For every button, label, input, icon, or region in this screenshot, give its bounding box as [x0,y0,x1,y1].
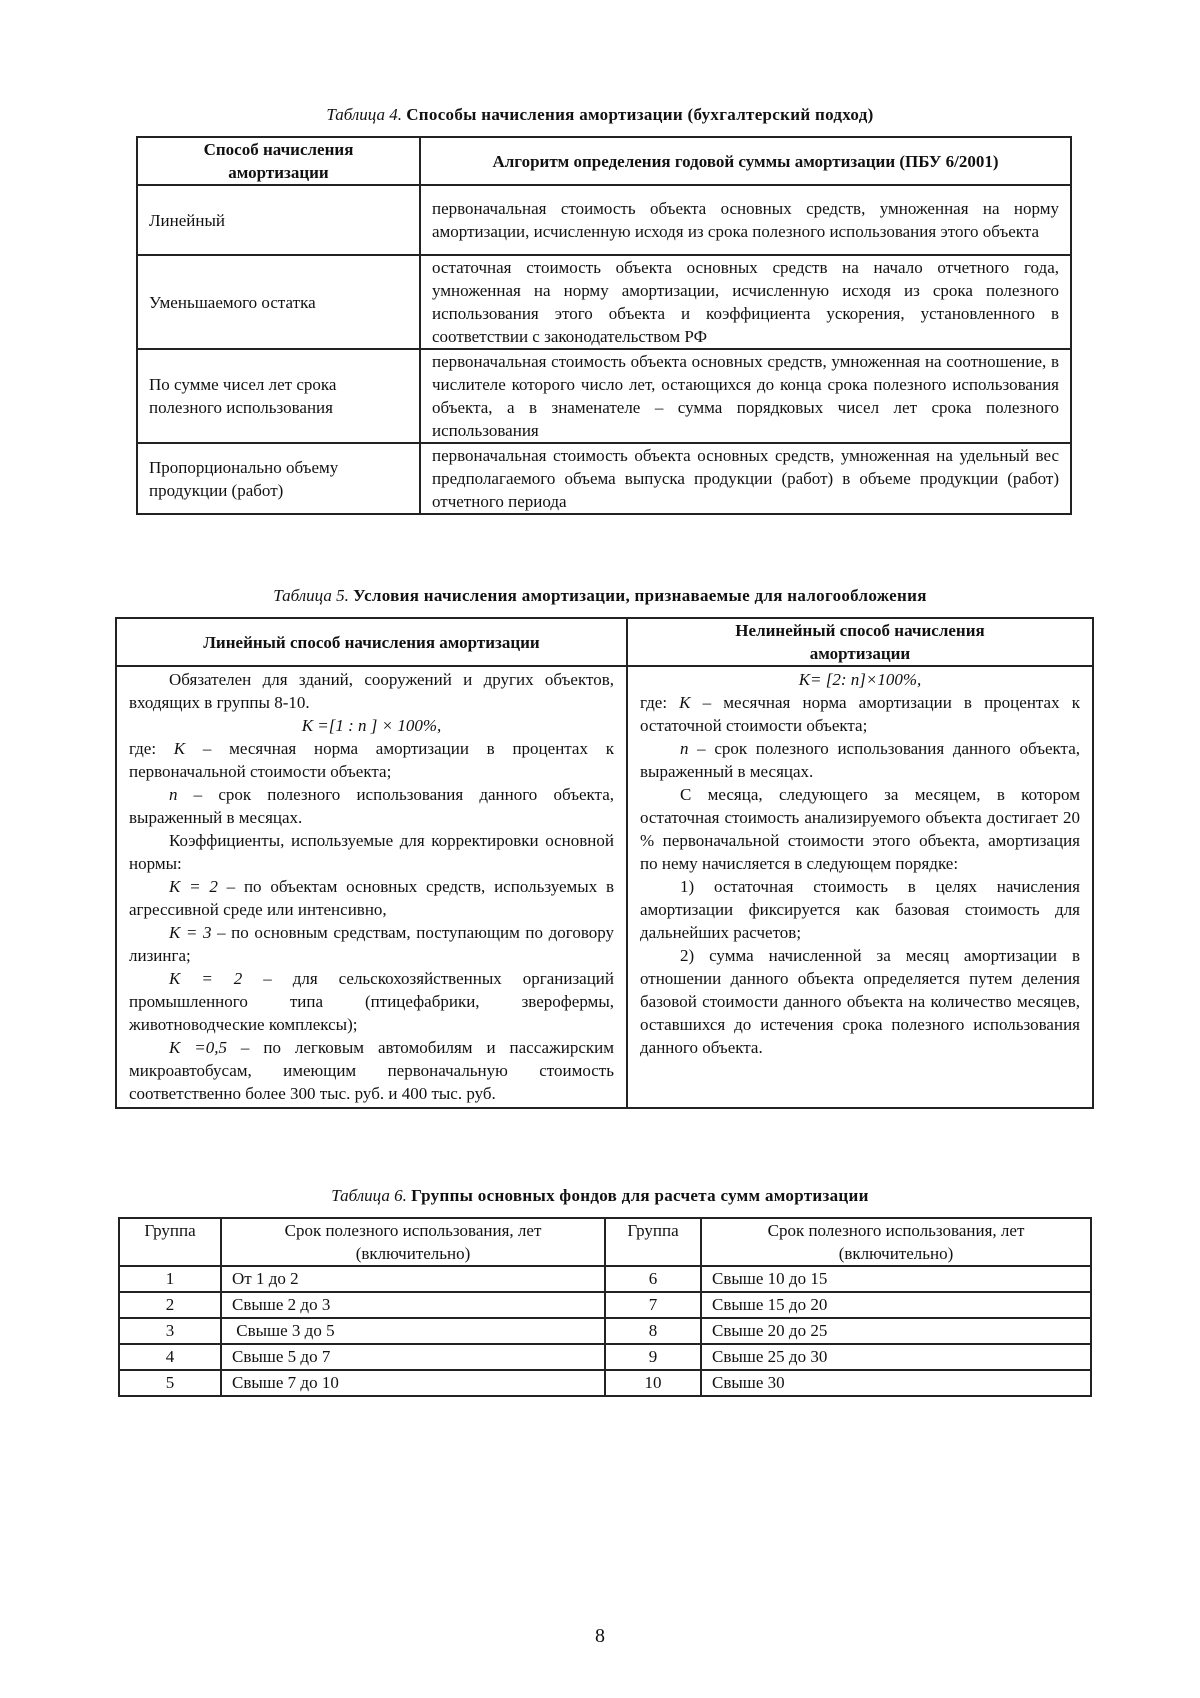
table-row [119,1266,1091,1292]
group-number: 3 [119,1318,221,1344]
table5-header-linear: Линейный способ начисления амортизации [116,618,627,666]
table5-caption [0,585,1200,607]
table4-method: Уменьшаемого остатка [137,255,420,349]
linear-coef-2: K = 3 – по основным средствам, поступающим по договору лизинга; [129,923,615,965]
table5-caption-title: Условия начисления амортизации, признаваемые для налогообложения [353,586,927,605]
table4-algorithm: первоначальная стоимость объекта основных средств, умноженная на соотношение, в числителе которого число лет, остающихся до конца срока полезного использования объекта, а в знаменателе – сумма порядковых чисел лет срока полезного использования [420,349,1071,443]
group-term: Свыше 3 до 5 [221,1318,605,1344]
table4-header-algorithm: Алгоритм определения годовой суммы амортизации (ПБУ 6/2001) [420,137,1071,185]
linear-coef-1: K = 2 – по объектам основных средств, используемых в агрессивной среде или интенсивно, [129,877,614,919]
group-term: Свыше 2 до 3 [221,1292,605,1318]
table6-header-group: Группа [119,1218,221,1266]
table-row [119,1344,1091,1370]
table4-row [137,349,1071,443]
linear-formula: K =[1 : n ] × 100%, [301,716,442,735]
group-term: Свыше 15 до 20 [701,1292,1091,1318]
linear-coef-intro: Коэффициенты, используемые для корректировки основной нормы: [129,831,614,873]
group-number: 4 [119,1344,221,1370]
group-number: 5 [119,1370,221,1396]
page-number: 8 [595,1625,605,1647]
group-term: От 1 до 2 [221,1266,605,1292]
table6-header-term: Срок полезного использования, лет (включительно) [221,1218,605,1266]
table4-caption [0,104,1200,126]
table4-method: Линейный [137,185,420,255]
table6-caption [0,1185,1200,1207]
table4-algorithm: первоначальная стоимость объекта основных средств, умноженная на удельный вес предполагаемого объема выпуска продукции (работ) в объеме продукции (работ) отчетного периода [420,443,1071,514]
table4-caption-title: Способы начисления амортизации (бухгалтерский подход) [406,105,874,124]
table4-method: По сумме чисел лет срока полезного использования [137,349,420,443]
table5-caption-label: Таблица 5. [273,586,349,605]
table6-header-term-2: Срок полезного использования, лет (включительно) [701,1218,1091,1266]
group-number: 2 [119,1292,221,1318]
table4-caption-label: Таблица 4. [326,105,402,124]
group-term: Свыше 30 [701,1370,1091,1396]
table-row [119,1292,1091,1318]
table6 [118,1217,1092,1397]
table-row [119,1318,1091,1344]
group-number: 9 [605,1344,701,1370]
group-term: Свыше 25 до 30 [701,1344,1091,1370]
nonlinear-month-text: С месяца, следующего за месяцем, в котором остаточная стоимость анализируемого объекта достигает 20 % первоначальной стоимости этого объекта, амортизация по нему начисляется в следующем порядке: [640,785,1080,873]
group-term: Свыше 20 до 25 [701,1318,1091,1344]
table4-header-method: Способ начисления амортизации [137,137,420,185]
table5-linear-cell [116,666,627,1108]
nonlinear-step-2: 2) сумма начисленной за месяц амортизации в отношении данного объекта определяется путем деления базовой стоимости данного объекта на количество месяцев, оставшихся до истечения срока полезного использования данного объекта. [640,946,1080,1057]
nonlinear-formula: K= [2: n]×100%, [798,670,922,689]
table4-algorithm: первоначальная стоимость объекта основных средств, умноженная на норму амортизации, исчисленную исходя из срока полезного использования этого объекта [420,185,1071,255]
group-term: Свыше 10 до 15 [701,1266,1091,1292]
linear-where-n: n – срок полезного использования данного объекта, выраженный в месяцах. [129,785,614,827]
nonlinear-where-k: где: K – месячная норма амортизации в процентах к остаточной стоимости объекта; [640,693,1080,735]
nonlinear-where-n: n – срок полезного использования данного объекта, выраженный в месяцах. [640,739,1080,781]
table4-method: Пропорционально объему продукции (работ) [137,443,420,514]
table4 [136,136,1072,515]
linear-obligatory-text: Обязателен для зданий, сооружений и других объектов, входящих в группы 8-10. [129,670,614,712]
group-term: Свыше 5 до 7 [221,1344,605,1370]
nonlinear-step-1: 1) остаточная стоимость в целях начисления амортизации фиксируется как базовая стоимость для дальнейших расчетов; [640,877,1080,942]
table6-caption-title: Группы основных фондов для расчета сумм амортизации [411,1186,869,1205]
table4-row [137,443,1071,514]
table5 [115,617,1094,1109]
table6-caption-label: Таблица 6. [331,1186,407,1205]
group-number: 6 [605,1266,701,1292]
group-term: Свыше 7 до 10 [221,1370,605,1396]
linear-coef-3: K = 2 – для сельскохозяйственных организаций промышленного типа (птицефабрики, зверофермы, животноводческие комплексы); [129,969,614,1034]
linear-coef-4: K =0,5 – по легковым автомобилям и пассажирским микроавтобусам, имеющим первоначальную стоимость соответственно более 300 тыс. руб. и 400 тыс. руб. [129,1038,614,1103]
group-number: 7 [605,1292,701,1318]
group-number: 10 [605,1370,701,1396]
group-number: 8 [605,1318,701,1344]
table-row [119,1370,1091,1396]
table5-header-nonlinear: Нелинейный способ начисления амортизации [627,618,1093,666]
table4-row [137,255,1071,349]
table4-row [137,185,1071,255]
table6-header-group-2: Группа [605,1218,701,1266]
table4-algorithm: остаточная стоимость объекта основных средств на начало отчетного года, умноженная на норму амортизации, исчисленную исходя из срока полезного использования этого объекта и коэффициента ускорения, установленного в соответствии с законодательством РФ [420,255,1071,349]
table5-nonlinear-cell [627,666,1093,1108]
linear-where-k: где: K – месячная норма амортизации в процентах к первоначальной стоимости объекта; [129,739,614,781]
group-number: 1 [119,1266,221,1292]
